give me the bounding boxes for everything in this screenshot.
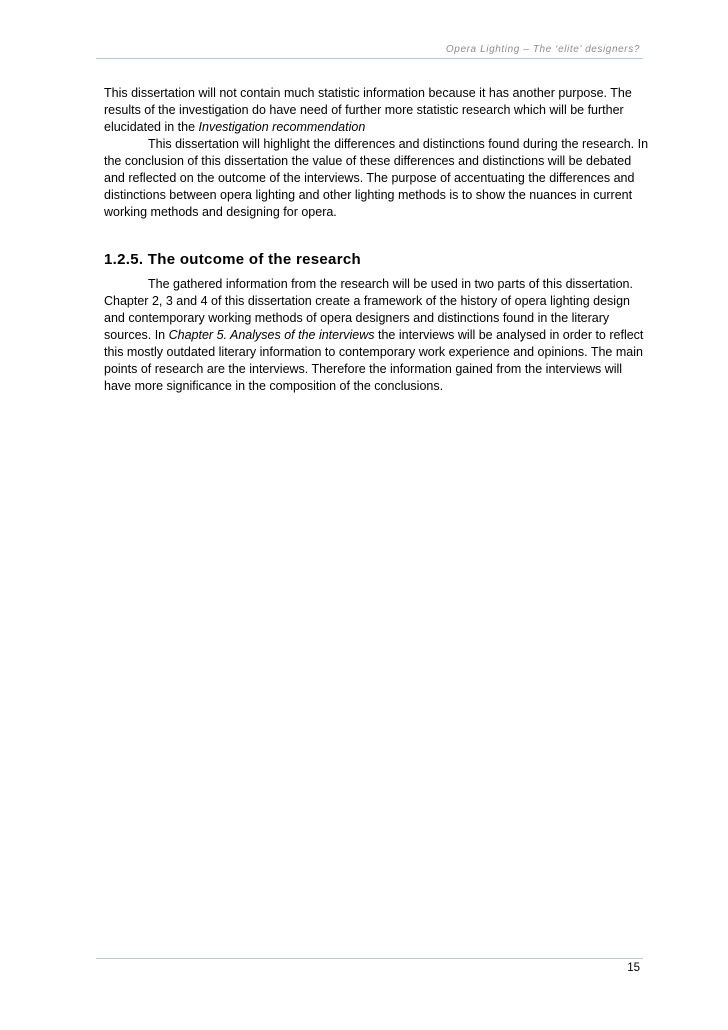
running-header: Opera Lighting – The ‘elite’ designers? xyxy=(445,44,640,55)
section-heading: 1.2.5. The outcome of the research xyxy=(104,251,361,268)
intro-paragraph-1-text: This dissertation will not contain much statistic information because it has another purpose. The results of the investigation do have need of further more statistic research which will be further elucidated in the xyxy=(104,86,632,134)
section-paragraph-text-start: The gathered information from the research will be used in two parts of this dissertation. Chapter 2, 3 and 4 of this dissertation create a framework of the history of opera lighting design and contemporary working methods of opera designers and distinctions found in the literary sources. In xyxy=(104,277,633,342)
header-divider xyxy=(96,58,643,59)
intro-paragraph-1 xyxy=(104,85,649,136)
section-paragraph xyxy=(104,276,649,395)
section-paragraph-text-end: the interviews will be analysed in order to reflect this mostly outdated literary information to contemporary work experience and opinions. The main points of research are the interviews. Therefore the information gained from the interviews will have more significance in the composition of the conclusions. xyxy=(104,328,644,393)
investigation-recommendation-reference: Investigation recommendation xyxy=(198,120,366,134)
page-body xyxy=(104,85,649,395)
page-number: 15 xyxy=(627,962,640,974)
footer-divider xyxy=(96,958,643,959)
intro-paragraph-2: This dissertation will highlight the differences and distinctions found during the research. In the conclusion of this dissertation the value of these differences and distinctions will be debated and reflected on the outcome of the interviews. The purpose of accentuating the differences and distinctions between opera lighting and other lighting methods is to show the nuances in current working methods and designing for opera. xyxy=(104,137,649,219)
chapter-5-reference: Chapter 5. Analyses of the interviews xyxy=(168,328,375,342)
